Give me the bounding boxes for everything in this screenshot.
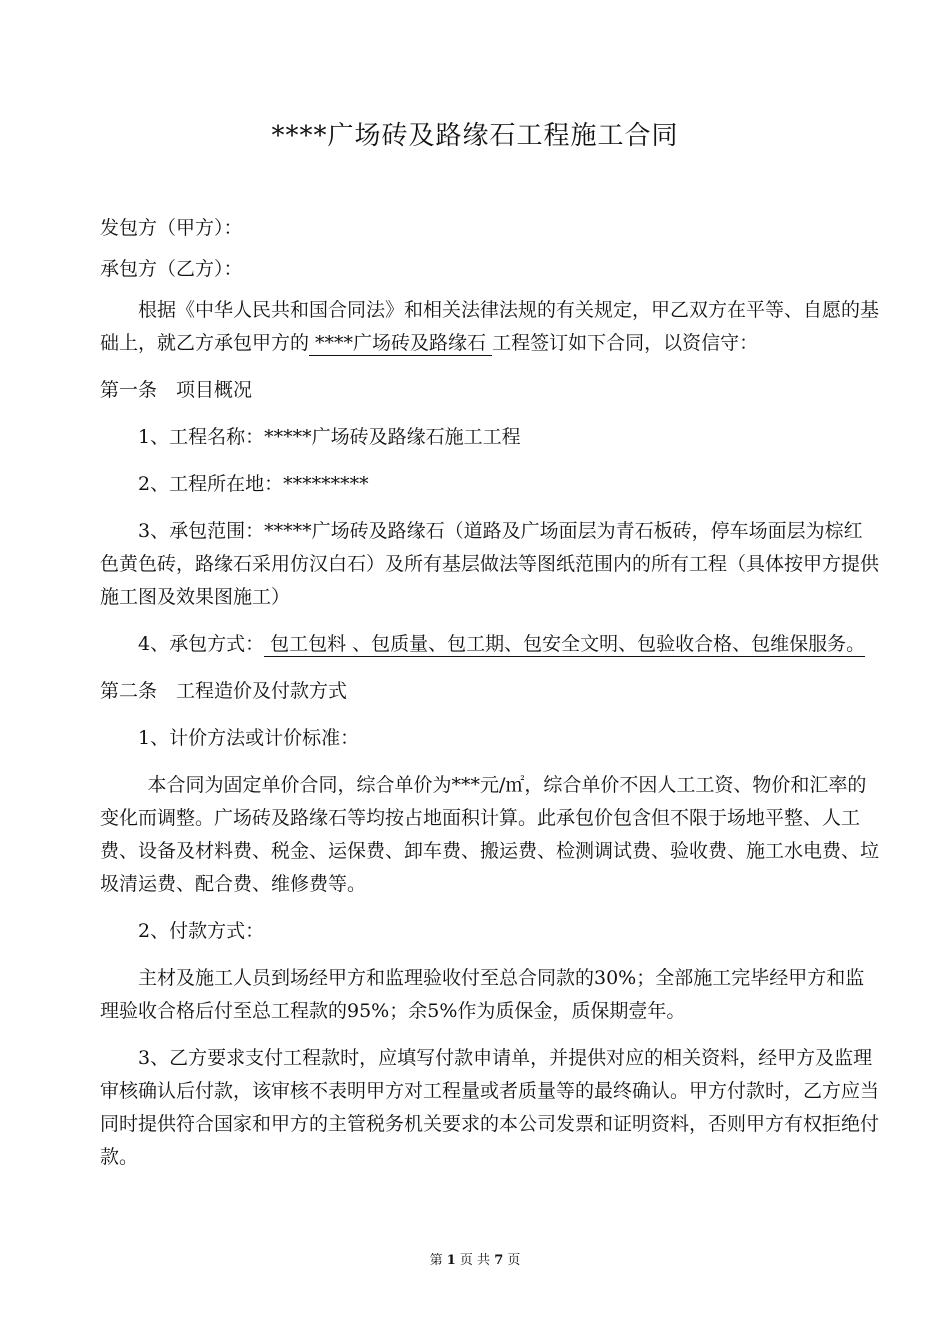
footer-total-pages: 7 <box>494 1253 504 1268</box>
article-2-item-3: 3、乙方要求支付工程款时，应填写付款申请单，并提供对应的相关资料，经甲方及监理审核确认后付款，该审核不表明甲方对工程量或者质量等的最终确认。甲方付款时，乙方应当同时提供符合国家和甲方的主管税务机关要求的本公司发票和证明资料，否则甲方有权拒绝付款。 <box>100 1047 880 1168</box>
article-1-item-2: 2、工程所在地：********* <box>138 473 369 495</box>
page-title: ****广场砖及路缘石工程施工合同 <box>271 121 679 151</box>
footer-middle: 页 共 <box>459 1253 491 1268</box>
article-1-item-3: 3、承包范围：*****广场砖及路缘石（道路及广场面层为青石板砖，停车场面层为棕红色黄色砖，路缘石采用仿汉白石）及所有基层做法等图纸范围内的所有工程（具体按甲方提供施工图及效果图施工） <box>100 520 880 608</box>
footer-page-number: 1 <box>446 1253 456 1268</box>
article-2-heading: 第二条 工程造价及付款方式 <box>100 680 348 702</box>
intro-project-name: ****广场砖及路缘石 <box>309 332 493 354</box>
intro-text-after: 工程签订如下合同，以资信守： <box>492 332 759 354</box>
article-1-heading: 第一条 项目概况 <box>100 379 253 401</box>
footer-suffix: 页 <box>507 1253 521 1268</box>
article-1-item-4 <box>100 628 880 661</box>
page-footer <box>0 1251 950 1271</box>
party-a-line: 发包方（甲方）： <box>100 217 243 239</box>
article-2-item-1-body: 本合同为固定单价合同，综合单价为***元/㎡，综合单价不因人工工资、物价和汇率的变化而调整。广场砖及路缘石等均按占地面积计算。此承包价包含但不限于场地平整、人工费、设备及材料费、税金、运保费、卸车费、搬运费、检测调试费、验收费、施工水电费、垃圾清运费、配合费、维修费等。 <box>100 774 880 895</box>
article-2-item-2: 2、付款方式： <box>138 920 265 942</box>
intro-paragraph <box>100 294 880 360</box>
article-1-item-1: 1、工程名称：*****广场砖及路缘石施工工程 <box>138 426 521 448</box>
article-2-item-2-body: 主材及施工人员到场经甲方和监理验收付至总合同款的30%；全部施工完毕经甲方和监理验收合格后付至总工程款的95%；余5%作为质保金，质保期壹年。 <box>100 967 865 1022</box>
intro-text-before: 根据《中华人民共和国合同法》和相关法律法规的有关规定，甲乙双方在平等、自愿的基础上，就乙方承包甲方的 <box>100 299 880 354</box>
article-1-item-4-label: 4、承包方式： <box>138 633 265 655</box>
party-b-line: 承包方（乙方）： <box>100 258 243 280</box>
article-1-item-4-value: 包工包料 、包质量、包工期、包安全文明、包验收合格、包维保服务。 <box>264 633 866 655</box>
article-2-item-1: 1、计价方法或计价标准： <box>138 727 360 749</box>
footer-prefix: 第 <box>429 1253 443 1268</box>
document-body <box>100 212 880 1174</box>
